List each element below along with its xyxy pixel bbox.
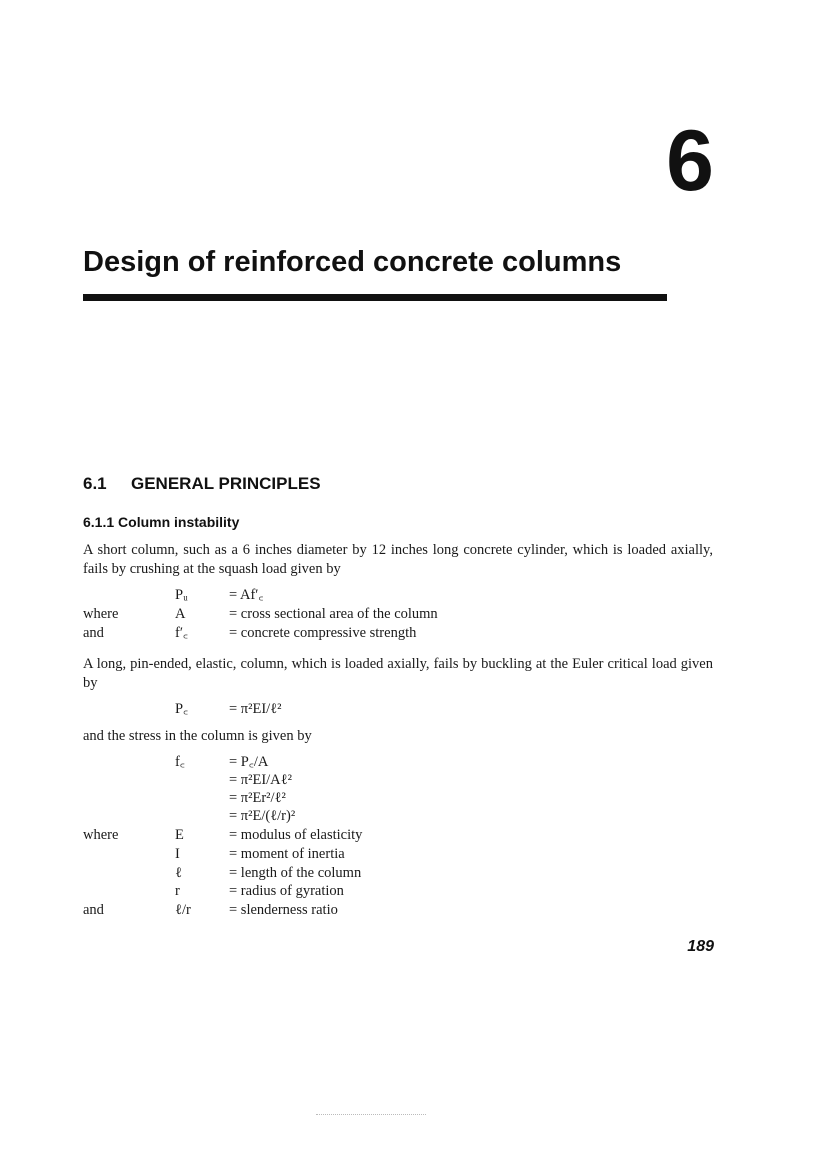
equation-row <box>83 789 603 808</box>
eq-symbol: P꜀ <box>175 701 189 717</box>
equation-row <box>83 605 603 624</box>
eq-expression: = π²Er²/ℓ² <box>229 790 286 806</box>
title-rule <box>83 294 667 301</box>
eq-expression: = radius of gyration <box>229 883 344 899</box>
chapter-title: Design of reinforced concrete columns <box>83 246 622 278</box>
page-number: 189 <box>687 938 714 955</box>
eq-symbol: E <box>175 827 184 843</box>
eq-expression: = Af′꜀ <box>229 587 264 603</box>
eq-expression: = π²EI/ℓ² <box>229 701 282 717</box>
paragraph-euler-load: A long, pin-ended, elastic, column, which is loaded axially, fails by buckling at the Euler critical load given by <box>83 656 713 691</box>
eq-expression: = π²E/(ℓ/r)² <box>229 808 296 824</box>
eq-symbol: A <box>175 606 186 622</box>
subsection-heading: 6.1.1 Column instability <box>83 514 240 530</box>
equation-row <box>83 845 603 864</box>
eq-expression: = π²EI/Aℓ² <box>229 772 292 788</box>
equation-row <box>83 826 603 845</box>
equation-row <box>83 771 603 790</box>
eq-expression: = slenderness ratio <box>229 902 338 918</box>
eq-symbol: I <box>175 846 180 862</box>
eq-expression: = concrete compressive strength <box>229 625 417 641</box>
eq-expression: = P꜀/A <box>229 754 269 770</box>
equation-row <box>83 700 603 719</box>
eq-symbol: ℓ <box>175 865 182 881</box>
equation-row <box>83 753 603 772</box>
section-heading <box>83 474 321 494</box>
eq-lead: and <box>83 902 104 918</box>
eq-expression: = modulus of elasticity <box>229 827 363 843</box>
eq-lead: where <box>83 827 119 843</box>
paragraph-stress: and the stress in the column is given by <box>83 728 312 744</box>
equation-row <box>83 882 603 901</box>
eq-symbol: Pᵤ <box>175 587 188 603</box>
scan-artifact <box>316 1114 426 1116</box>
eq-symbol: f′꜀ <box>175 625 189 641</box>
equation-row <box>83 864 603 883</box>
eq-expression: = cross sectional area of the column <box>229 606 438 622</box>
equation-row <box>83 624 603 643</box>
eq-symbol: ℓ/r <box>175 902 191 918</box>
section-title: GENERAL PRINCIPLES <box>131 474 321 493</box>
equation-row <box>83 901 603 920</box>
equation-row <box>83 586 603 605</box>
section-number: 6.1 <box>83 474 107 493</box>
eq-expression: = length of the column <box>229 865 362 881</box>
eq-symbol: f꜀ <box>175 754 185 770</box>
chapter-number: 6 <box>666 113 714 209</box>
eq-symbol: r <box>175 883 180 899</box>
eq-lead: where <box>83 606 119 622</box>
eq-expression: = moment of inertia <box>229 846 345 862</box>
equation-row <box>83 807 603 826</box>
paragraph-squash-load: A short column, such as a 6 inches diameter by 12 inches long concrete cylinder, which is loaded axially, fails by crushing at the squash load given by <box>83 542 713 577</box>
eq-lead: and <box>83 625 104 641</box>
